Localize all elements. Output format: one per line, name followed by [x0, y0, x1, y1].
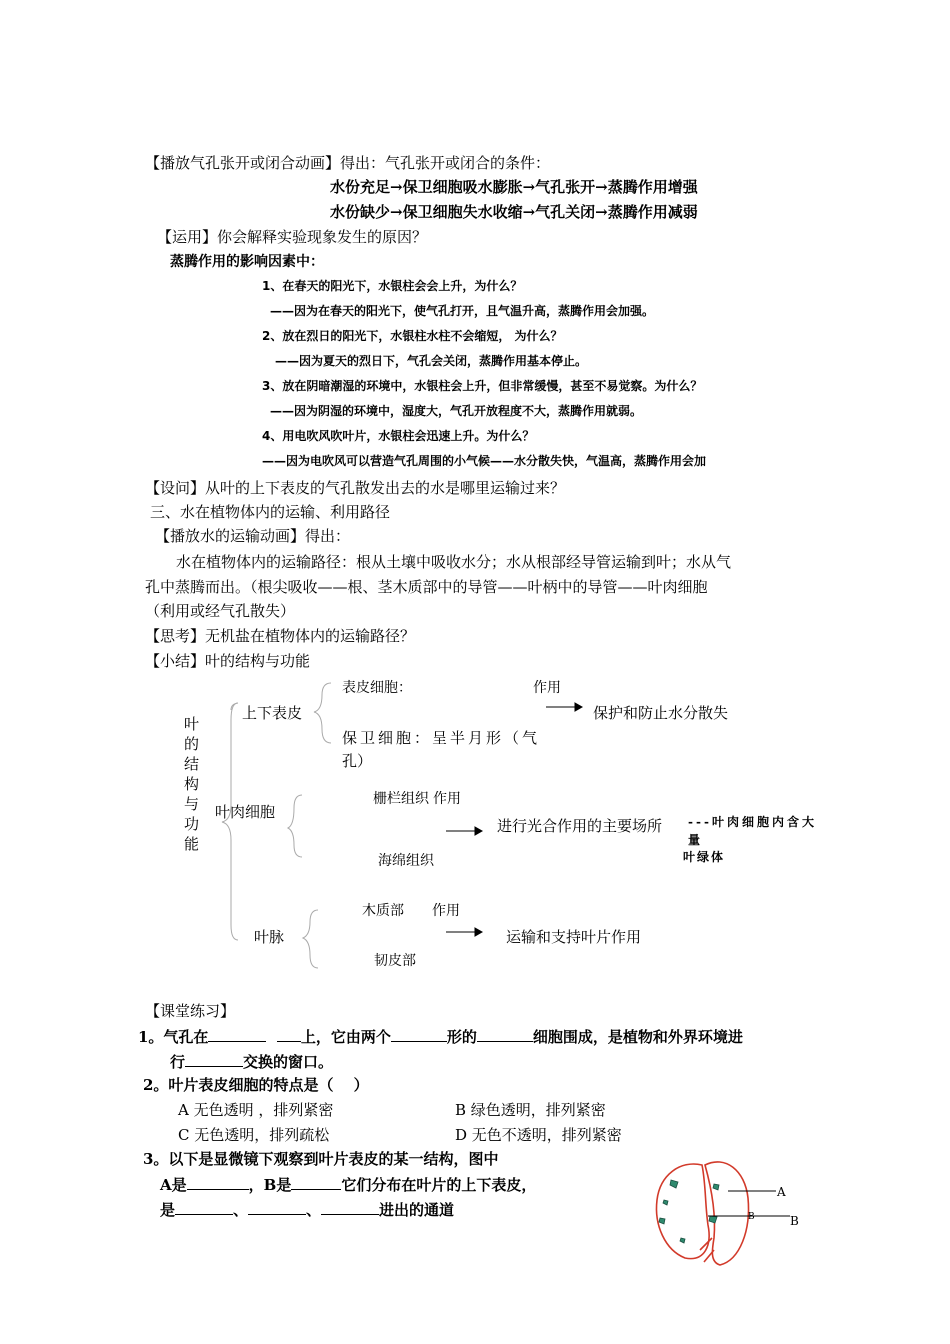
practice-q1-line2: 行 交换的窗口。: [170, 1053, 334, 1071]
option-b[interactable]: B 绿色透明，排列紧密: [455, 1101, 606, 1119]
epidermis-label: 上下表皮: [242, 704, 303, 722]
chloroplast-5: [709, 1216, 717, 1223]
practice-q3: 3。以下是显微镜下观察到叶片表皮的某一结构，图中: [143, 1150, 499, 1168]
factors-heading: 蒸腾作用的影响因素中：: [170, 254, 324, 270]
practice-q1-line1: 1。气孔在 上，它由两个 形的 细胞围成，是植物和外界环境进: [138, 1028, 743, 1046]
practice-q2: 2。叶片表皮细胞的特点是（ ）: [143, 1076, 369, 1094]
palisade-label: 栅栏组织: [373, 791, 429, 807]
effect-label-2: 作用: [433, 791, 461, 807]
chloroplast-note-3: 叶绿体: [683, 850, 726, 864]
practice-q3-line3: 是 、 、 进出的通道: [160, 1201, 455, 1219]
transport-paragraph-2: 孔中蒸腾而出。（根尖吸收——根、茎木质部中的导管——叶柄中的导管——叶肉细胞: [145, 578, 708, 596]
label-b: B: [790, 1214, 799, 1228]
animation-heading: 【播放水的运输动画】得出：: [155, 527, 351, 545]
option-c[interactable]: C 无色透明，排列疏松: [178, 1126, 330, 1144]
guard-cell-right: [705, 1162, 748, 1265]
epidermis-function: 保护和防止水分散失: [593, 704, 729, 722]
think-question: 【思考】无机盐在植物体内的运输路径？: [145, 627, 416, 645]
spongy-label: 海绵组织: [378, 853, 434, 869]
diagram-root-label: 叶的结构与功能: [184, 715, 200, 853]
practice-q3-line2: A是 ，B是 它们分布在叶片的上下表皮，: [160, 1176, 537, 1194]
label-a: A: [777, 1185, 786, 1199]
mesophyll-function: 进行光合作用的主要场所: [497, 817, 663, 835]
answer-1: ——因为在春天的阳光下，使气孔打开，且气温升高，蒸腾作用会加强。: [270, 304, 655, 318]
chloroplast-3: [680, 1238, 685, 1243]
question-1: 1、在春天的阳光下，水银柱会会上升，为什么？: [262, 279, 523, 293]
mesophyll-label: 叶肉细胞: [215, 803, 276, 821]
xylem-label: 木质部: [362, 903, 404, 919]
transport-paragraph-3: （利用或经气孔散失）: [145, 602, 296, 620]
chloroplast-2: [659, 1218, 665, 1224]
chloroplast-1: [670, 1180, 678, 1188]
summary-heading: 【小结】叶的结构与功能: [145, 652, 311, 670]
vein-label: 叶脉: [254, 928, 285, 946]
chloroplast-6: [663, 1200, 668, 1205]
chloroplast-4: [713, 1184, 719, 1190]
chloroplast-note-1: ---叶肉细胞内含大: [688, 815, 817, 829]
condition-line-close: 水份缺少→保卫细胞失水收缩→气孔关闭→蒸腾作用减弱: [330, 203, 698, 221]
effect-label-1: 作用: [533, 680, 561, 696]
phloem-label: 韧皮部: [374, 953, 416, 969]
chloroplast-note-2: 量: [688, 833, 701, 847]
answer-4: ——因为电吹风可以营造气孔周围的小气候——水分散失快，气温高，蒸腾作用会加: [262, 454, 707, 468]
epidermal-cell-label: 表皮细胞：: [342, 680, 412, 696]
label-b-inner: B: [748, 1212, 755, 1222]
effect-label-3: 作用: [432, 903, 460, 919]
transport-paragraph-1: 水在植物体内的运输路径：根从土壤中吸收水分；水从根部经导管运输到叶；水从气: [176, 553, 732, 571]
guard-cell-label: 保卫细胞：呈半月形（气: [342, 729, 541, 747]
answer-2: ——因为夏天的烈日下，气孔会关闭，蒸腾作用基本停止。: [275, 354, 588, 368]
option-d[interactable]: D 无色不透明，排列紧密: [455, 1126, 622, 1144]
question-4: 4、用电吹风吹叶片，水银柱会迅速上升。为什么？: [262, 429, 535, 443]
answer-3: ——因为阴湿的环境中，湿度大，气孔开放程度不大，蒸腾作用就弱。: [270, 404, 643, 418]
guard-cell-label-cont: 孔）: [342, 752, 373, 770]
vein-function: 运输和支持叶片作用: [506, 928, 642, 946]
guard-cell-left: [657, 1164, 710, 1259]
question-3: 3、放在阴暗潮湿的环境中，水银柱会上升，但非常缓慢，甚至不易觉察。为什么？: [262, 379, 703, 393]
practice-heading: 【课堂练习】: [145, 1002, 236, 1020]
apply-heading: 【运用】你会解释实验现象发生的原因？: [157, 228, 428, 246]
question-2: 2、放在烈日的阳光下，水银柱水柱不会缩短， 为什么？: [262, 329, 563, 343]
section-heading-stomata: 【播放气孔张开或闭合动画】得出：气孔张开或闭合的条件：: [145, 154, 551, 172]
section-title-transport: 三、水在植物体内的运输、利用路径: [150, 503, 391, 521]
transport-question: 【设问】从叶的上下表皮的气孔散发出去的水是哪里运输过来？: [145, 479, 566, 497]
option-a[interactable]: A 无色透明 ，排列紧密: [178, 1101, 334, 1119]
condition-line-open: 水份充足→保卫细胞吸水膨胀→气孔张开→蒸腾作用增强: [330, 178, 698, 196]
